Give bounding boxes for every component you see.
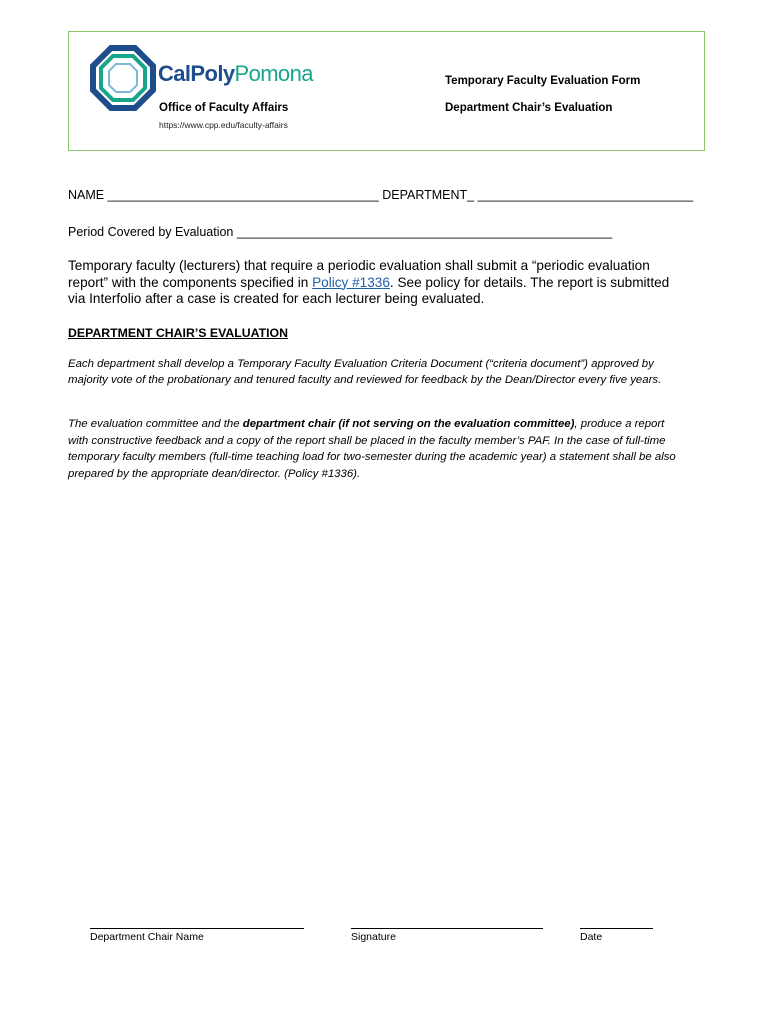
intro-paragraph xyxy=(68,258,688,308)
header-box xyxy=(68,31,705,151)
committee-text-after: , produce a report with constructive feedback and a copy of the report shall be placed in the faculty member’s PAF. In the case of full-time temporary faculty members (full-time teaching load for two-semester during the academic year) a statement shall be also prepared by the appropriate dean/director. (Policy #1336). xyxy=(68,418,676,480)
logo-wordmark xyxy=(158,61,313,87)
policy-link[interactable]: Policy #1336 xyxy=(312,274,390,290)
logo-word-calpoly: CalPoly xyxy=(158,61,235,86)
logo-word-pomona: Pomona xyxy=(234,61,313,86)
section-heading: DEPARTMENT CHAIR’S EVALUATION xyxy=(68,326,288,340)
signature-line[interactable] xyxy=(351,928,543,929)
name-field[interactable]: _______________________________________ xyxy=(107,188,379,202)
period-field[interactable]: ______________________________________________________ xyxy=(236,225,613,239)
committee-bold-text: department chair (if not serving on the evaluation committee) xyxy=(242,418,575,430)
signature-label: Signature xyxy=(351,931,396,943)
name-department-row xyxy=(68,188,693,202)
date-label: Date xyxy=(580,931,603,943)
criteria-paragraph: Each department shall develop a Temporary Faculty Evaluation Criteria Document (“criteria document”) approved by majority vote of the probationary and tenured faculty and reviewed for feedback by the Dean/Director every five years. xyxy=(68,358,662,386)
intro-text-before: Temporary faculty (lecturers) that require a periodic evaluation shall submit a “periodic evaluation report” with the components specified in xyxy=(68,258,650,290)
chair-name-line[interactable] xyxy=(90,928,304,929)
form-title: Temporary Faculty Evaluation Form xyxy=(445,75,641,87)
chair-name-label: Department Chair Name xyxy=(90,931,204,943)
date-line[interactable] xyxy=(580,928,653,929)
committee-paragraph xyxy=(68,416,680,482)
period-row xyxy=(68,225,612,239)
period-label: Period Covered by Evaluation xyxy=(68,225,234,239)
signature-block xyxy=(351,928,543,943)
name-label: NAME xyxy=(68,188,105,202)
office-name: Office of Faculty Affairs xyxy=(159,102,289,114)
chair-name-signature-block xyxy=(90,928,304,943)
department-field[interactable]: _______________________________ xyxy=(477,188,694,202)
office-url: https://www.cpp.edu/faculty-affairs xyxy=(159,120,288,130)
date-block xyxy=(580,928,653,943)
form-subtitle: Department Chair’s Evaluation xyxy=(445,102,613,114)
cpp-octagon-logo-icon xyxy=(89,44,157,112)
department-label: DEPARTMENT_ xyxy=(382,188,475,202)
committee-text-before: The evaluation committee and the xyxy=(68,418,243,430)
intro-text-after: . See policy for details. The report is submitted via Interfolio after a case is created for each lecturer being evaluated. xyxy=(68,274,670,306)
